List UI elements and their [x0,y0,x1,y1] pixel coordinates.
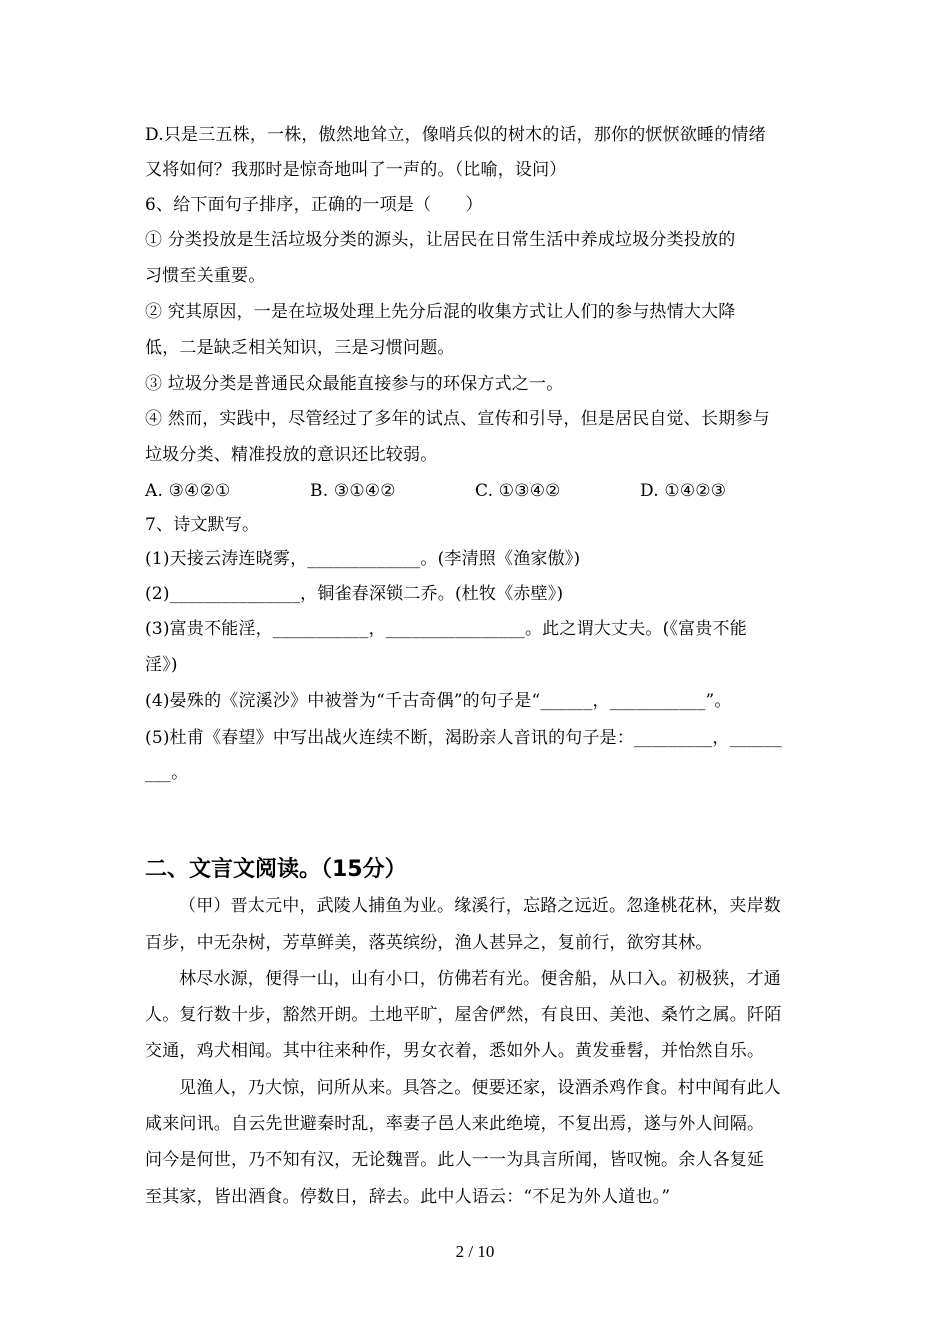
passage-p3-line-1: 见渔人，乃大惊，问所从来。具答之。便要还家，设酒杀鸡作食。村中闻有此人 [179,1078,781,1098]
page-number: 2 / 10 [455,1242,495,1261]
dictation-2: (2)_______________，铜雀春深锁二乔。(杜牧《赤壁》) [145,584,564,604]
dictation-3-line-1: (3)富贵不能淫，___________，________________。此之谓大丈夫。(《富贵不能 [145,619,747,639]
option-c: C. ①③④② [475,481,561,501]
option-d: D. ①④②③ [640,481,727,501]
dictation-1: (1)天接云涛连晓雾，_____________。(李清照《渔家傲》) [145,549,581,569]
option-b: B. ③①④② [310,481,396,501]
question-7-stem: 7、诗文默写。 [145,515,260,535]
question-6-options [145,480,810,502]
passage-p3-line-4: 至其家，皆出酒食。停数日，辞去。此中人语云：“不足为外人道也。” [145,1187,671,1207]
section-heading: 二、文言文阅读。（15分） [145,857,407,882]
sentence-4-line-1: ④ 然而，实践中，尽管经过了多年的试点、宣传和引导，但是居民自觉、长期参与 [145,409,770,429]
dictation-5-line-2: ___。 [145,763,189,783]
option-d-line-1: D.只是三五株，一株，傲然地耸立，像哨兵似的树木的话，那你的恹恹欲睡的情绪 [145,125,766,145]
option-d-line-2: 又将如何？我那时是惊奇地叫了一声的。（比喻，设问） [145,160,567,180]
passage-p2-line-3: 交通，鸡犬相闻。其中往来种作，男女衣着，悉如外人。黄发垂髫，并怡然自乐。 [145,1041,765,1061]
passage-p2-line-2: 人。复行数十步，豁然开朗。土地平旷，屋舍俨然，有良田、美池、桑竹之属。阡陌 [145,1005,782,1025]
passage-p2-line-1: 林尽水源，便得一山，山有小口，仿佛若有光。便舍船，从口入。初极狭，才通 [179,969,781,989]
option-a: A. ③④②① [145,481,231,501]
question-6-stem: 6、给下面句子排序，正确的一项是（ ） [145,195,483,215]
sentence-4-line-2: 垃圾分类、精准投放的意识还比较弱。 [145,445,438,465]
sentence-1-line-1: ① 分类投放是生活垃圾分类的源头，让居民在日常生活中养成垃圾分类投放的 [145,230,736,250]
dictation-3-line-2: 淫》) [145,655,178,675]
dictation-5-line-1: (5)杜甫《春望》中写出战火连续不断，渴盼亲人音讯的句子是：_________，______ [145,728,782,748]
sentence-2-line-2: 低，二是缺乏相关知识，三是习惯问题。 [145,338,455,358]
passage-p1-line-1: （甲）晋太元中，武陵人捕鱼为业。缘溪行，忘路之远近。忽逢桃花林，夹岸数 [179,896,781,916]
passage-p1-line-2: 百步，中无杂树，芳草鲜美，落英缤纷，渔人甚异之，复前行，欲穷其林。 [145,933,713,953]
passage-p3-line-2: 咸来问讯。自云先世避秦时乱，率妻子邑人来此绝境，不复出焉，遂与外人间隔。 [145,1114,765,1134]
sentence-3: ③ 垃圾分类是普通民众最能直接参与的环保方式之一。 [145,374,564,394]
sentence-2-line-1: ② 究其原因，一是在垃圾处理上先分后混的收集方式让人们的参与热情大大降 [145,302,736,322]
dictation-4: (4)晏殊的《浣溪沙》中被誉为“千古奇偶”的句子是“______，___________”。 [145,691,732,711]
sentence-1-line-2: 习惯至关重要。 [145,266,266,286]
passage-p3-line-3: 问今是何世，乃不知有汉，无论魏晋。此人一一为具言所闻，皆叹惋。余人各复延 [145,1150,765,1170]
